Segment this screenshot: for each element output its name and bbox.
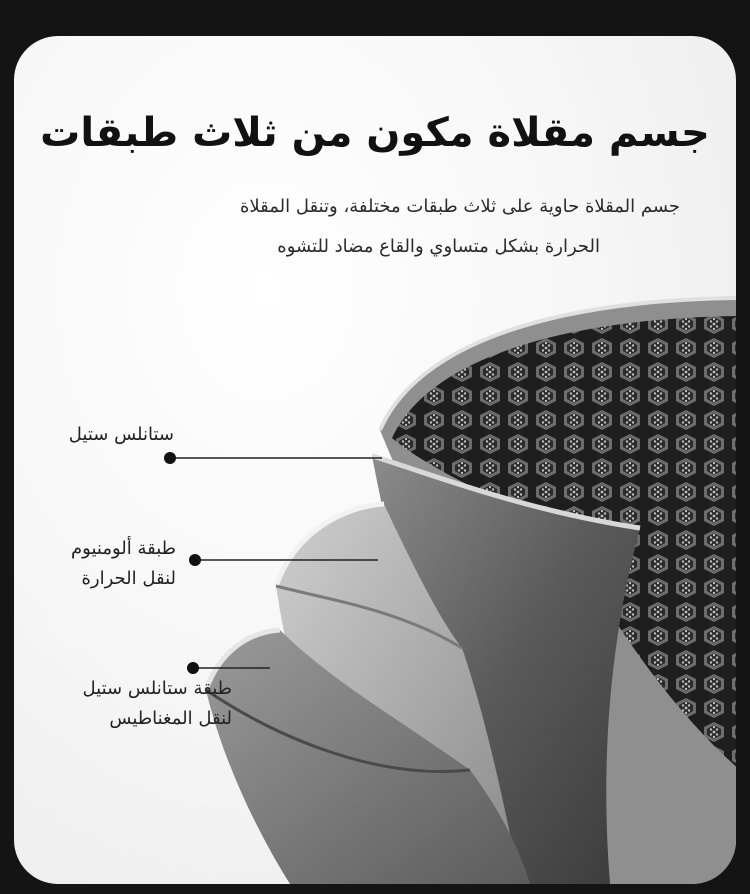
layer-label-1 (24, 420, 174, 450)
layer-label-1-text: ستانلس ستيل (68, 424, 174, 445)
layer-label-2-line2: لنقل الحرارة (81, 568, 176, 589)
layer-label-2-line1: طبقة ألومنيوم (71, 538, 176, 559)
description-line-1: جسم المقلاة حاوية على ثلاث طبقات مختلفة، وتنقل المقلاة (239, 196, 680, 217)
product-card (14, 36, 736, 884)
layer-label-3-line1: طبقة ستانلس ستيل (82, 678, 232, 699)
pan-layers-illustration (14, 36, 736, 884)
page-title: جسم مقلاة مكون من ثلاث طبقات (40, 110, 710, 156)
layer-label-2 (24, 534, 176, 594)
pointer-dot-3 (187, 662, 199, 674)
pointer-dot-1 (164, 452, 176, 464)
description-line-2: الحرارة بشكل متساوي والقاع مضاد للتشوه (277, 236, 600, 257)
layer-label-3-line2: لنقل المغناطيس (109, 708, 232, 729)
layer-label-3 (20, 674, 232, 734)
pointer-dot-2 (189, 554, 201, 566)
